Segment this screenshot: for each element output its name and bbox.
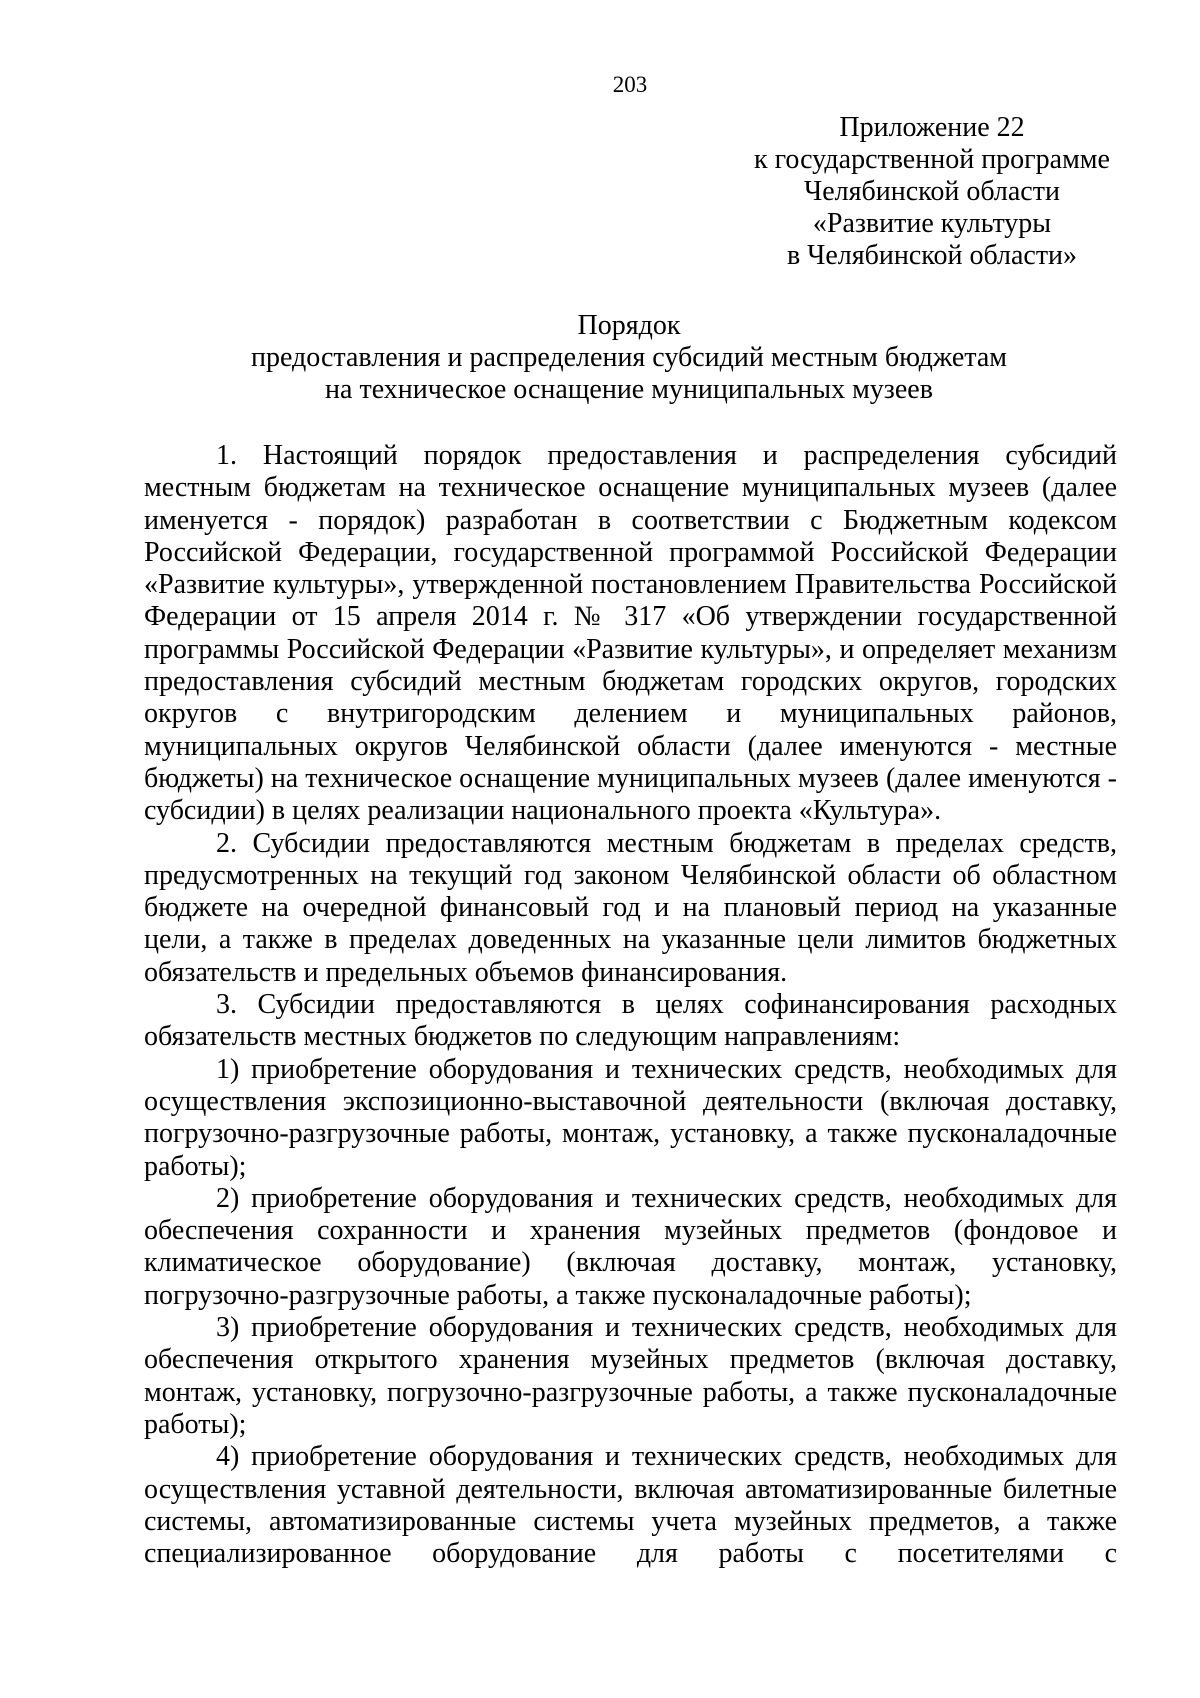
paragraph-2: 2. Субсидии предоставляются местным бюджетам в пределах средств, предусмотренных на текущий год законом Челябинской области об областном бюджете на очередной финансовый год и на плановый период на указанные цели, а также в пределах доведенных на указанные цели лимитов бюджетных обязательств и предельных объемов финансирования.	[144, 827, 1117, 988]
page-number: 203	[612, 72, 648, 97]
document-body	[144, 440, 1117, 1570]
list-item-2: 2) приобретение оборудования и технических средств, необходимых для обеспечения сохранности и хранения музейных предметов (фондовое и климатическое оборудование) (включая доставку, монтаж, установку, погрузочно-разгрузочные работы, а также пусконаладочные работы);	[144, 1182, 1117, 1311]
list-item-1: 1) приобретение оборудования и технических средств, необходимых для осуществления экспозиционно-выставочной деятельности (включая доставку, погрузочно-разгрузочные работы, монтаж, установку, а также пусконаладочные работы);	[144, 1053, 1117, 1182]
list-item-4: 4) приобретение оборудования и технических средств, необходимых для осуществления уставной деятельности, включая автоматизированные билетные системы, автоматизированные системы учета музейных предметов, а также специализированное оборудование для работы с посетителями с	[144, 1441, 1117, 1570]
appendix-line: Приложение 22	[839, 112, 1025, 143]
paragraph-1: 1. Настоящий порядок предоставления и распределения субсидий местным бюджетам на техническое оснащение муниципальных музеев (далее именуется - порядок) разработан в соответствии с Бюджетным кодексом Российской Федерации, государственной программой Российской Федерации «Развитие культуры», утвержденной постановлением Правительства Российской Федерации от 15 апреля 2014 г. № 317 «Об утверждении государственной программы Российской Федерации «Развитие культуры», и определяет механизм предоставления субсидий местным бюджетам городских округов, городских округов с внутригородским делением и муниципальных районов, муниципальных округов Челябинской области (далее именуются - местные бюджеты) на техническое оснащение муниципальных музеев (далее именуются - субсидии) в целях реализации национального проекта «Культура».	[144, 440, 1117, 827]
appendix-line: к государственной программе	[754, 144, 1110, 175]
document-title-block	[144, 310, 1114, 406]
document-subtitle-line: предоставления и распределения субсидий местным бюджетам	[250, 342, 1008, 373]
document-title: Порядок	[577, 310, 681, 341]
document-subtitle-line: на техническое оснащение муниципальных музеев	[325, 374, 933, 405]
appendix-header	[742, 112, 1122, 272]
appendix-line: Челябинской области	[804, 176, 1060, 207]
appendix-line: в Челябинской области»	[786, 240, 1078, 271]
list-item-3: 3) приобретение оборудования и технических средств, необходимых для обеспечения открытого хранения музейных предметов (включая доставку, монтаж, установку, погрузочно-разгрузочные работы, а также пусконаладочные работы);	[144, 1312, 1117, 1440]
paragraph-3: 3. Субсидии предоставляются в целях софинансирования расходных обязательств местных бюджетов по следующим направлениям:	[144, 989, 1117, 1053]
appendix-line: «Развитие культуры	[812, 208, 1052, 239]
